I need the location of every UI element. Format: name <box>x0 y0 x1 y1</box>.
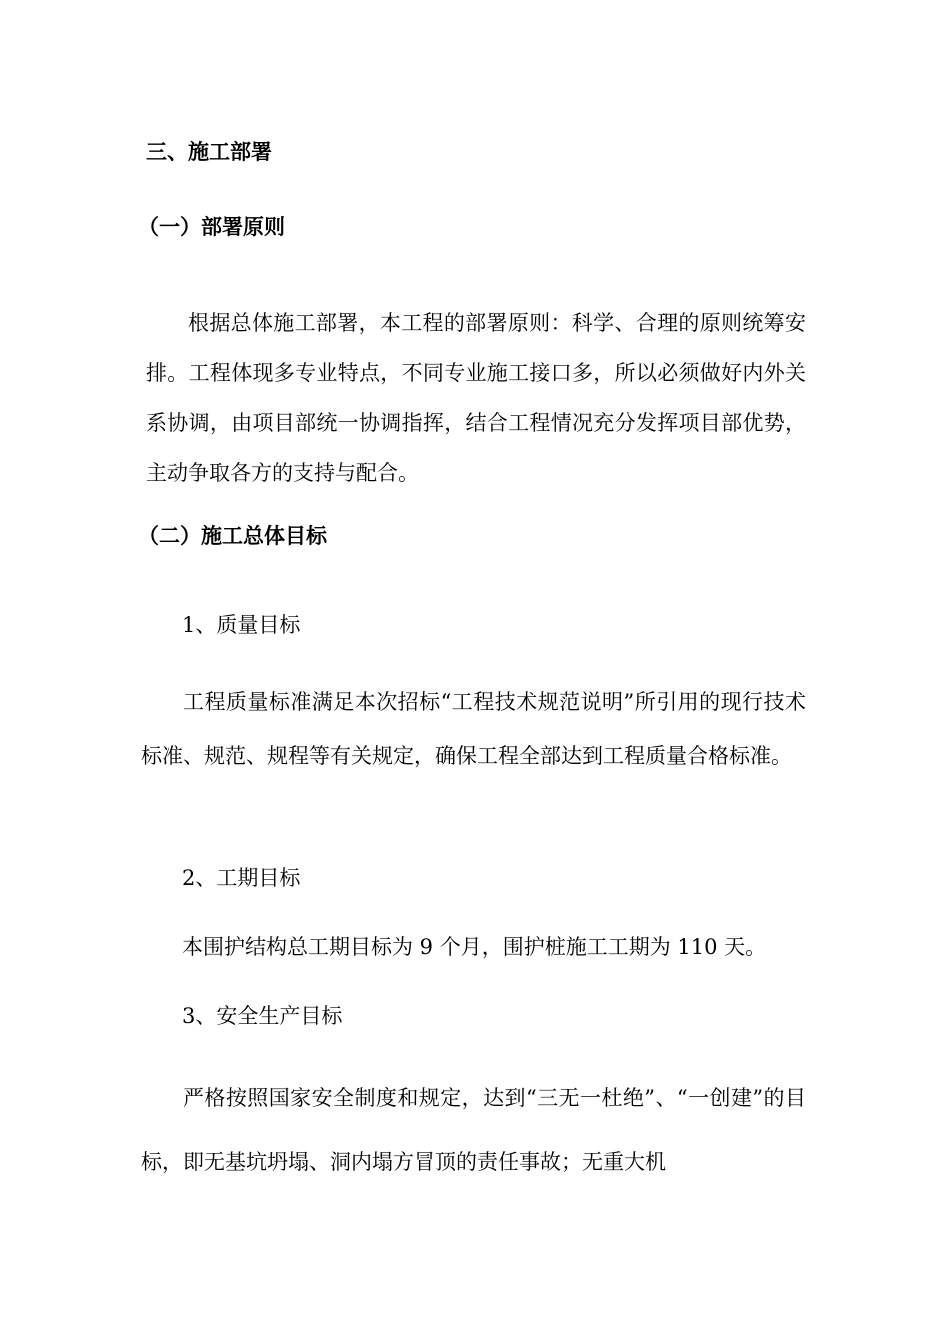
safety-goal-title: 3、安全生产目标 <box>182 1004 343 1028</box>
safety-goal-paragraph: 严格按照国家安全制度和规定，达到“三无一杜绝”、“一创建”的目标，即无基坑坍塌、洞内塌方冒顶的责任事故；无重大机 <box>141 1086 806 1174</box>
principles-heading: （一）部署原则 <box>138 214 285 239</box>
section-title: 三、施工部署 <box>146 139 272 164</box>
schedule-goal-paragraph: 本围护结构总工期目标为 9 个月，围护桩施工工期为 110 天。 <box>182 935 767 959</box>
quality-goal-title: 1、质量目标 <box>182 613 301 637</box>
goals-heading: （二）施工总体目标 <box>138 523 327 548</box>
quality-goal-paragraph: 工程质量标准满足本次招标“工程技术规范说明”所引用的现行技术标准、规范、规程等有关规定，确保工程全部达到工程质量合格标准。 <box>141 690 806 768</box>
principles-paragraph: 根据总体施工部署，本工程的部署原则：科学、合理的原则统筹安排。工程体现多专业特点，不同专业施工接口多，所以必须做好内外关系协调，由项目部统一协调指挥，结合工程情况充分发挥项目部优势，主动争取各方的支持与配合。 <box>146 311 806 485</box>
schedule-goal-title: 2、工期目标 <box>182 866 301 890</box>
